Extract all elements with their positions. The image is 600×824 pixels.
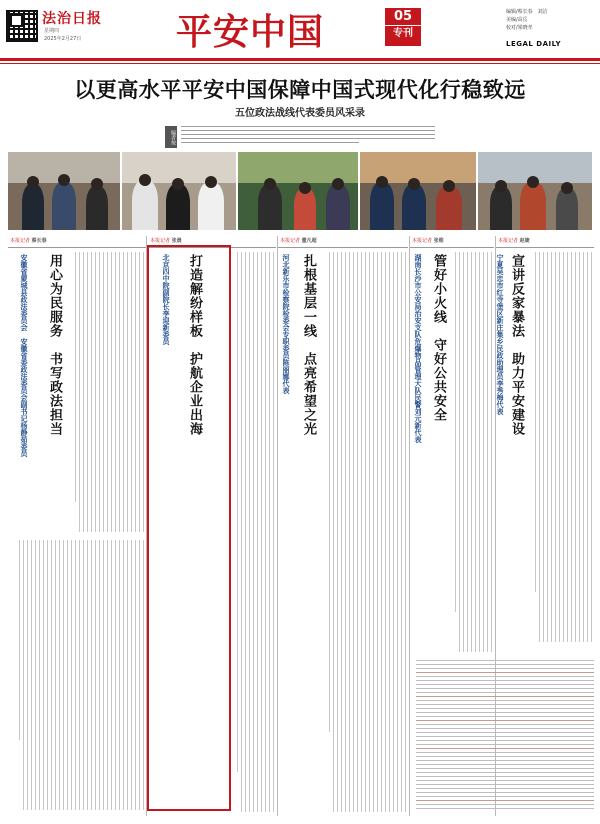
photo-5	[478, 152, 592, 230]
highlighted-article-frame	[147, 245, 231, 811]
article-3-byline: 本报记者 董凡超	[278, 236, 408, 248]
article-5-title: 宣讲反家暴法 助力平安建设	[509, 254, 524, 436]
masthead-rule-thin	[0, 63, 600, 64]
article-3	[278, 236, 408, 816]
article-5-subtitle: 宁夏吴忠市红寺堡区新庄集乡民政助理员李秀梅代表	[496, 254, 504, 415]
section-title: 平安中国	[176, 12, 325, 53]
qr-code-icon	[6, 10, 38, 42]
credits	[506, 8, 548, 32]
sub-headline: 五位政法战线代表委员风采录	[235, 108, 365, 119]
article-1	[8, 236, 146, 816]
paper-name: 法治日报	[42, 11, 102, 27]
paper-date: 2025年2月27日	[44, 36, 82, 42]
article-3-subtitle: 河北新乐市检察院检委会专职委员陈丽娜代表	[282, 254, 290, 394]
article-3-title: 扎根基层一线 点亮希望之光	[301, 254, 316, 436]
photo-3	[238, 152, 358, 230]
article-1-byline: 本报记者 蔡长春	[8, 236, 146, 248]
article-1-body-bottom	[10, 540, 144, 810]
article-2-byline: 本报记者 张晨	[148, 236, 276, 248]
masthead-rule	[0, 58, 600, 61]
photo-2	[122, 152, 236, 230]
article-1-subtitle: 安徽省蒙城县政法委员会 安徽省委政法委员会副书记杨静茹委员	[20, 254, 28, 457]
article-5-body	[528, 252, 592, 642]
article-4-body	[450, 252, 492, 652]
article-1-body-top	[68, 252, 144, 532]
edition-badge	[385, 8, 421, 46]
article-2-title: 打造解纷样板 护航企业出海	[187, 254, 202, 436]
article-4-byline: 本报记者 张维	[410, 236, 494, 248]
credit-editor: 编辑/蔡长春 刘洁	[506, 9, 548, 15]
edition-number: 05	[393, 9, 413, 24]
photo-captions	[416, 660, 594, 812]
main-headline: 以更高水平平安中国保障中国式现代化行稳致远	[74, 78, 526, 102]
article-2-body	[234, 252, 274, 812]
masthead	[0, 0, 600, 66]
paper-weekday: 星期四	[44, 28, 60, 34]
editor-note-tag: 编者按	[165, 126, 177, 148]
photo-1	[8, 152, 120, 230]
article-1-title: 用心为民服务 书写政法担当	[47, 254, 62, 436]
article-5-byline: 本报记者 赵婕	[496, 236, 594, 248]
credit-proofreader: 校对/梁晓孝	[506, 25, 533, 31]
legal-daily-wordmark: LEGAL DAILY	[506, 40, 562, 48]
article-4-subtitle: 湖南长沙市公安局治安支队危爆物品管理大队民警刘元新代表	[414, 254, 422, 443]
edition-label: 专刊	[385, 25, 421, 42]
editor-note	[165, 126, 435, 148]
photo-4	[360, 152, 476, 230]
article-3-body	[324, 252, 406, 812]
credit-designer: 美编/高岳	[506, 17, 528, 23]
editor-note-text	[181, 126, 435, 146]
photo-strip	[8, 152, 592, 230]
article-2-subtitle: 北京四中院副院长李迎新委员	[162, 254, 170, 345]
article-4-title: 管好小火线 守好公共安全	[431, 254, 446, 422]
